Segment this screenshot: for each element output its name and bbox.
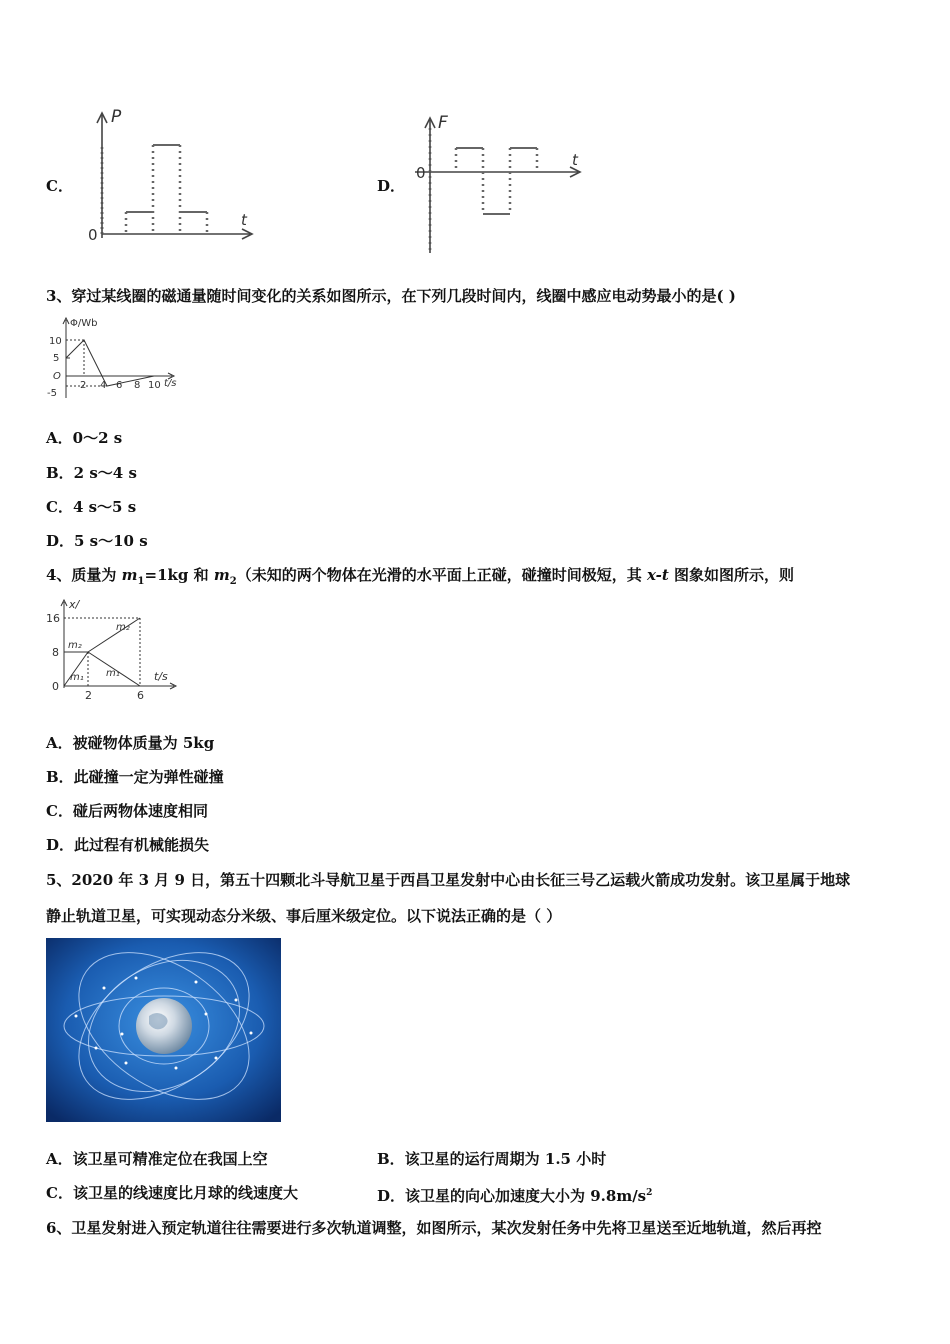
q3-stem: 3、穿过某线圈的磁通量随时间变化的关系如图所示，在下列几段时间内，线圈中感应电动势最小的是( ) [46,287,736,305]
q4-stem [46,565,794,592]
q4-option-c[interactable]: C．碰后两物体速度相同 [46,802,208,820]
q4-tick-y-16: 16 [46,612,60,625]
option-d-label[interactable]: D． [377,177,406,195]
q3-tick-y-5: 5 [53,353,60,364]
q4-graph-y-label: x/ [69,598,80,611]
q4-option-b[interactable]: B．此碰撞一定为弹性碰撞 [46,768,224,786]
q5-stem-line2: 静止轨道卫星，可实现动态分米级、事后厘米级定位。以下说法正确的是（ ） [46,907,562,925]
q4-option-a[interactable]: A．被碰物体质量为 5kg [46,734,215,752]
q4-stem-mid2: （未知的两个物体在光滑的水平面上正碰，碰撞时间极短，其 [236,566,647,584]
graph-c-power-time [80,100,260,250]
q3-option-d[interactable]: D．5 s～10 s [46,532,148,550]
q5-option-d[interactable] [377,1183,652,1206]
q3-tick-x-8: 8 [134,380,141,391]
q5-option-a[interactable]: A．该卫星可精准定位在我国上空 [46,1150,268,1168]
q4-label-m1-after: m₁ [106,668,120,679]
q5-stem-line1: 5、2020 年 3 月 9 日，第五十四颗北斗导航卫星于西昌卫星发射中心由长征三号乙运载火箭成功发射。该卫星属于地球 [46,871,851,889]
q4-tick-y-8: 8 [52,646,59,659]
q3-option-a[interactable]: A．0～2 s [46,429,123,447]
graph-c-origin: 0 [88,226,98,244]
q4-stem-prefix: 4、质量为 [46,566,122,584]
q5-option-d-sup: 2 [646,1188,653,1198]
q4-stem-suffix: 图象如图所示，则 [668,566,795,584]
q5-option-b[interactable]: B．该卫星的运行周期为 1.5 小时 [377,1150,607,1168]
q4-m1-sub: 1 [137,576,145,587]
satellite-orbit-image [46,938,281,1122]
q3-tick-origin: O [53,371,61,382]
q4-option-d[interactable]: D．此过程有机械能损失 [46,836,210,854]
graph-c-y-label: P [111,107,122,127]
q5-option-d-text: D．该卫星的向心加速度大小为 9.8m/s [377,1187,647,1205]
q4-graph-x-label: t/s [154,670,168,683]
q4-tick-x-6: 6 [137,689,144,702]
q4-tick-origin: 0 [52,680,59,693]
q3-tick-x-2: 2 [80,380,87,391]
graph-d-origin: 0 [416,164,426,182]
q4-label-m2-after: m₂ [116,622,130,633]
q3-option-c[interactable]: C．4 s～5 s [46,498,137,516]
q3-graph-y-label: Φ/Wb [70,318,98,329]
q4-label-m1-before: m₁ [70,672,84,683]
q3-graph-x-label: t/s [164,378,177,389]
q3-tick-x-4: 4 [100,380,107,391]
q4-m2: m [213,566,230,584]
q3-tick-x-10: 10 [148,380,161,391]
q3-tick-x-6: 6 [116,380,123,391]
q4-m1: m [121,566,138,584]
q4-label-m2-before: m₂ [68,640,82,651]
q4-tick-x-2: 2 [85,689,92,702]
q4-xt-graph [44,596,184,704]
q4-xt: x-t [646,566,669,584]
graph-d-force-time [410,108,590,256]
q3-tick-y-10: 10 [49,336,62,347]
graph-d-y-label: F [438,113,448,133]
q3-tick-y-neg5: -5 [47,388,57,399]
q4-stem-mid1: =1kg 和 [144,566,214,584]
option-c-label[interactable]: C． [46,177,73,195]
q3-flux-graph [44,314,184,402]
q6-stem: 6、卫星发射进入预定轨道往往需要进行多次轨道调整，如图所示，某次发射任务中先将卫星送至近地轨道，然后再控 [46,1219,822,1237]
q4-m2-sub: 2 [229,576,237,587]
q3-option-b[interactable]: B．2 s～4 s [46,464,137,482]
q5-option-c[interactable]: C．该卫星的线速度比月球的线速度大 [46,1184,298,1202]
graph-d-x-label: t [572,151,578,169]
graph-c-x-label: t [241,211,247,229]
